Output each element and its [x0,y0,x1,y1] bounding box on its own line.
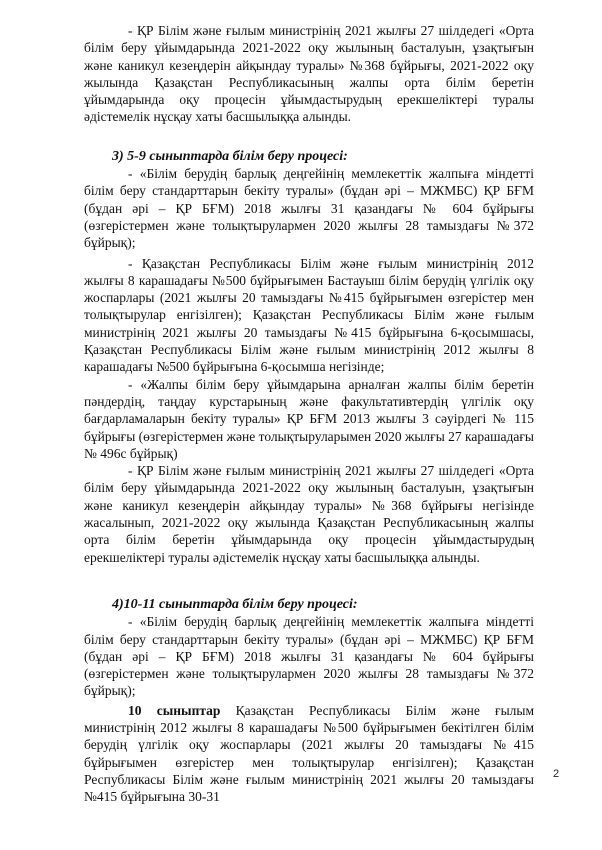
page-number: 2 [553,768,560,780]
paragraph-order-368-intro: - ҚР Білім және ғылым министрінің 2021 жылғы 27 шілдедегі «Орта білім беру ұйымдарында 2021-2022 оқу жылының басталуын, ұзақтығын және каникул кезеңдерін айқындау туралы» №368 бұйрығы, 2021-2022 оқу жылында Қазақстан Республикасының жалпы орта білім беретін ұйымдарында оқу процесін ұйымдастырудың ерекшеліктері туралы әдістемелік нұсқау хаты басшылыққа алынды. [84,23,534,125]
paragraph-grade-10 [84,702,534,806]
section-heading-5-9: 3) 5-9 сыныптарда білім беру процесі: [112,148,348,164]
spacer [84,566,534,596]
paragraph-curricula-115: - «Жалпы білім беру ұйымдарына арналған жалпы білім беретін пәндердің, таңдау курстарының және факультативтердің үлгілік оқу бағдарламаларын бекіту туралы» ҚР БҒМ 2013 жылғы 3 сәуірдегі № 115 бұйрығы (өзгерістермен және толықтыруларымен 2020 жылғы 27 карашадағы № 496с бұйрық) [84,376,534,461]
section-heading-10-11: 4)10-11 сыныптарда білім беру процесі: [112,596,358,612]
page-content [84,22,534,805]
paragraph-order-500: - Қазақстан Республикасы Білім және ғылым министрінің 2012 жылғы 8 карашадағы №500 бұйрығымен Бастауыш білім берудің үлгілік оқу жоспарлары (2021 жылғы 20 тамыздағы №415 бұйрығымен өзгерістер мен толықтырулар енгізілген); Қазақстан Республикасы Білім және ғылым министрінің 2021 жылғы 20 тамыздағы №415 бұйрығына 6-қосымшасы, Қазақстан Республикасы Білім және ғылым министрінің 2012 жылғы 8 карашадағы №500 бұйрығына 6-қосымша негізінде; [84,255,534,375]
paragraph-order-368: - ҚР Білім және ғылым министрінің 2021 жылғы 27 шілдедегі «Орта білім беру ұйымдарында 2021-2022 оқу жылының басталуын, ұзақтығын және каникул кезеңдерін айқындау туралы» №368 бұйрығы негізінде жасалынып, 2021-2022 оқу жылында Қазақстан Республикасының жалпы орта білім беретін ұйымдарында оқу процесін ұйымдастырудың ерекшеліктері туралы әдістемелік нұсқау хаты басшылыққа алынды. [84,463,534,565]
grade-10-label: 10 сыныптар [128,702,221,718]
paragraph-standards-604-10-11: - «Білім берудің барлық деңгейінің мемлекеттік жалпыға міндетті білім беру стандарттарын бекіту туралы» (бұдан әрі – МЖМБС) ҚР БҒМ (бұдан әрі – ҚР БҒМ) 2018 жылғы 31 қазандағы № 604 бұйрығы (өзгерістермен және толықтырулармен 2020 жылғы 28 тамыздағы №372 бұйрық); [84,614,534,699]
paragraph-standards-604: - «Білім берудің барлық деңгейінің мемлекеттік жалпыға міндетті білім беру стандарттарын бекіту туралы» (бұдан әрі – МЖМБС) ҚР БҒМ (бұдан әрі – ҚР БҒМ) 2018 жылғы 31 қазандағы № 604 бұйрығы (өзгерістермен және толықтырулармен 2020 жылғы 28 тамыздағы №372 бұйрық); [84,166,534,251]
grade-10-text: Қазақстан Республикасы Білім және ғылым министрінің 2012 жылғы 8 карашадағы №500 бұйрығымен бекітілген білім берудің үлгілік оқу жоспарлары (2021 жылғы 20 тамыздағы №415 бұйрығымен өзгерістер мен толықтырулар енгізілген); Қазақстан Республикасы Білім және ғылым министрінің 2021 жылғы 20 тамыздағы №415 бұйрығына 30-31 [84,702,535,805]
